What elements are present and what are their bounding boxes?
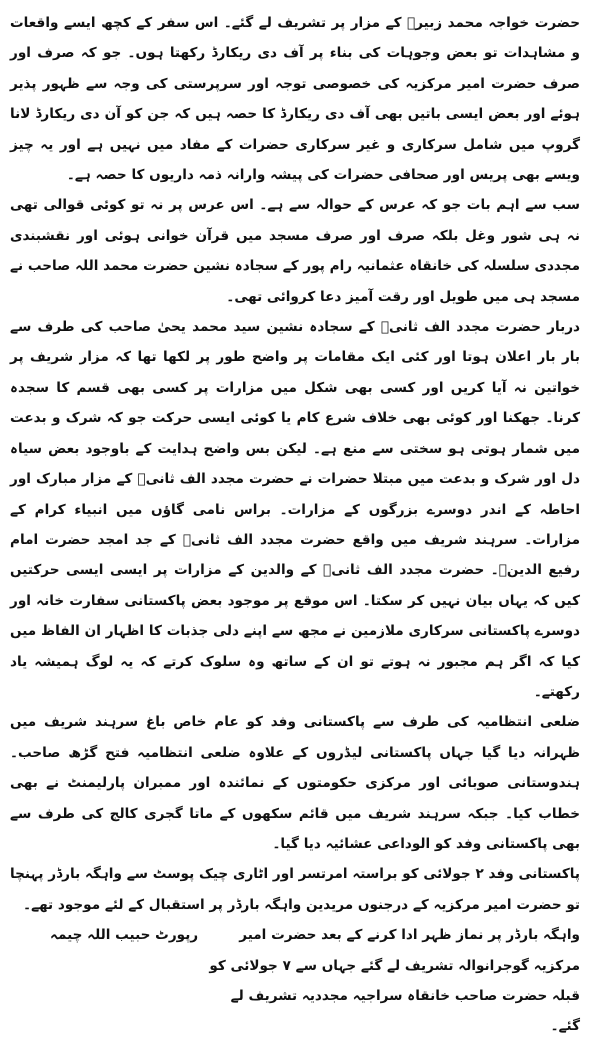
paragraph-urs: سب سے اہم بات جو کہ عرس کے حوالہ سے ہے۔ اس عرس پر نہ تو کوئی قوالی تھی نہ ہی شور وغل بلکہ صرف اور صرف مسجد میں قرآن خوانی ہوئی اور نقشبندی مجددی سلسلہ کی خانقاہ عثمانیہ رام پور کے سجادہ نشین حضرت محمد اللہ صاحب نے مسجد ہی میں طویل اور رقت آمیز دعا کروائی تھی۔ xyxy=(10,197,580,305)
report-byline: رپورٹ حبیب اللہ چیمہ xyxy=(50,927,199,944)
article-body xyxy=(10,8,580,1042)
paragraph-reception: ضلعی انتظامیہ کی طرف سے پاکستانی وفد کو عام خاص باغ سرہند شریف میں ظہرانہ دیا گیا جہاں پاکستانی لیڈروں کے علاوہ ضلعی انتظامیہ فتح گڑھ صاحب۔ ہندوستانی صوبائی اور مرکزی حکومتوں کے نمائندہ اور ممبران پارلیمنٹ نے بھی خطاب کیا۔ جبکہ سرہند شریف میں قائم سکھوں کے ماتا گجری کالج کی طرف سے بھی پاکستانی وفد کو الوداعی عشائیہ دیا گیا۔ xyxy=(10,714,580,852)
paragraph-return: پاکستانی وفد ۲ جولائی کو براستہ امرتسر اور اٹاری چیک پوسٹ سے واہگہ بارڈر پہنچا تو حضرت امیر مرکزیہ کے درجنوں مریدین واہگہ بارڈر پر استقبال کے لئے موجود تھے۔ xyxy=(10,866,580,913)
paragraph-darbar: دربار حضرت مجدد الف ثانیؒ کے سجادہ نشین سید محمد یحیٰ صاحب کی طرف سے بار بار اعلان ہوتا اور کئی ایک مقامات پر واضح طور پر لکھا تھا کہ مزار شریف پر خواتین نہ آیا کریں اور کسی بھی شکل میں مزارات پر کسی بھی قسم کا سجدہ کرنا۔ جھکنا اور کوئی بھی خلاف شرع کام یا کوئی ایسی حرکت جو کہ شرک و بدعت میں شمار ہوتی ہو سختی سے منع ہے۔ لیکن بس واضح ہدایت کے باوجود بعض سیاہ دل اور شرک و بدعت میں مبتلا حضرات نے حضرت مجدد الف ثانیؒ کے مزار مبارک اور احاطہ کے اندر دوسرے بزرگوں کے مزارات۔ براس نامی گاؤں میں انبیاء کرام کے مزارات۔ سرہند شریف میں واقع حضرت مجدد الف ثانیؒ کے جد امجد حضرت امام رفیع الدینؒ۔ حضرت مجدد الف ثانیؒ کے والدین کے مزارات پر ایسی ایسی حرکتیں کیں کہ یہاں بیان نہیں کر سکتا۔ اس موقع پر موجود بعض پاکستانی سفارت خانہ اور دوسرے پاکستانی سرکاری ملازمین نے مجھ سے اپنے دلی جذبات کا اظہار ان الفاظ میں کیا کہ اگر ہم مجبور نہ ہوتے تو ان کے ساتھ وہ سلوک کرتے کہ یہ لوگ ہمیشہ یاد رکھتے۔ xyxy=(10,319,580,700)
paragraph-final: واہگہ بارڈر پر نماز ظہر ادا کرنے کے بعد حضرت امیر مرکزیہ گوجرانوالہ تشریف لے گئے جہاں سے ۷ جولائی کو قبلہ حضرت صاحب خانقاہ سراجیہ مجددیہ تشریف لے گئے۔ xyxy=(209,927,580,1035)
closing-line xyxy=(10,920,580,1042)
paragraph-visit: حضرت خواجہ محمد زبیرؒ کے مزار پر تشریف لے گئے۔ اس سفر کے کچھ ایسے واقعات و مشاہدات تو بعض وجوہات کی بناء پر آف دی ریکارڈ رکھتا ہوں۔ جو کہ صرف اور صرف حضرت امیر مرکزیہ کی خصوصی توجہ اور سرپرستی کی وجہ سے ظہور پذیر ہوئے اور بعض ایسی باتیں بھی آف دی ریکارڈ کا حصہ ہیں کہ جن کو آن دی ریکارڈ لانا گروپ میں شامل سرکاری و غیر سرکاری حضرات کے مفاد میں نہیں ہے اور یہ چیز ویسے بھی پریس اور صحافی حضرات کی پیشہ وارانہ ذمہ داریوں کا حصہ ہے۔ xyxy=(10,15,580,184)
